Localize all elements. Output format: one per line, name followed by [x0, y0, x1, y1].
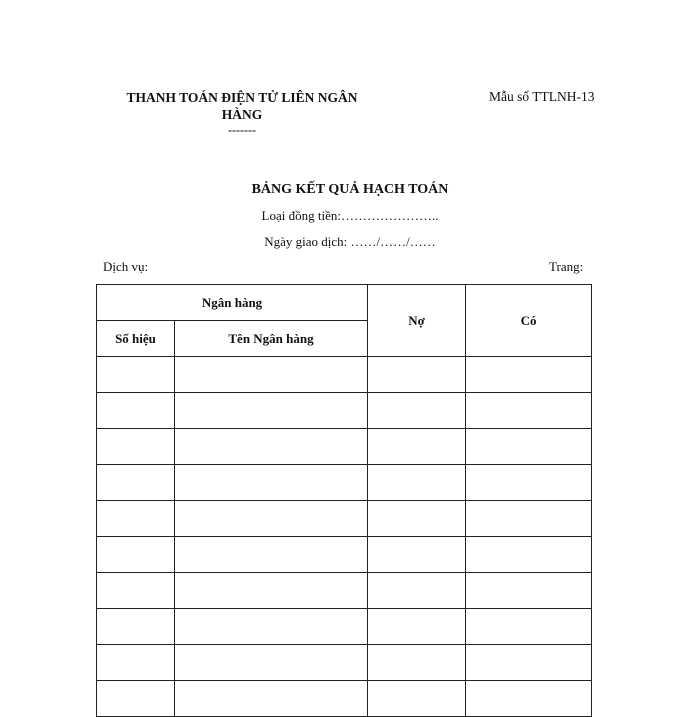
debit-cell — [368, 429, 466, 465]
debit-cell — [368, 357, 466, 393]
table-row — [97, 429, 592, 465]
bank-name-cell — [175, 465, 368, 501]
organization-title-line1: THANH TOÁN ĐIỆN TỬ LIÊN NGÂN — [126, 90, 358, 105]
bank-name-column-header: Tên Ngân hàng — [175, 321, 368, 357]
title-separator: ------- — [228, 123, 256, 137]
bank-name-cell — [175, 537, 368, 573]
credit-cell — [466, 357, 592, 393]
accounting-results-table — [96, 284, 592, 717]
credit-cell — [466, 645, 592, 681]
debit-cell — [368, 537, 466, 573]
table-row — [97, 357, 592, 393]
organization-title — [112, 89, 372, 136]
form-code: Mẫu số TTLNH-13 — [489, 89, 595, 104]
service-label: Dịch vụ: — [103, 259, 149, 274]
bank-name-cell — [175, 429, 368, 465]
table-row — [97, 393, 592, 429]
page-number-label: Trang: — [549, 259, 584, 274]
credit-column-header: Có — [466, 285, 592, 357]
bank-name-cell — [175, 645, 368, 681]
bank-code-cell — [97, 393, 175, 429]
debit-cell — [368, 681, 466, 717]
credit-cell — [466, 429, 592, 465]
table-body — [97, 357, 592, 717]
table-row — [97, 465, 592, 501]
credit-cell — [466, 501, 592, 537]
bank-name-cell — [175, 609, 368, 645]
organization-title-line2: HÀNG — [221, 107, 263, 122]
bank-code-column-header: Số hiệu — [97, 321, 175, 357]
credit-cell — [466, 393, 592, 429]
bank-name-cell — [175, 357, 368, 393]
transaction-date-line: Ngày giao dịch: ……/……/…… — [264, 234, 436, 249]
document-title: BẢNG KẾT QUẢ HẠCH TOÁN — [251, 182, 449, 197]
table-row — [97, 681, 592, 717]
debit-cell — [368, 573, 466, 609]
credit-cell — [466, 465, 592, 501]
currency-type-line: Loại đồng tiền:………………….. — [261, 208, 439, 223]
bank-code-cell — [97, 501, 175, 537]
debit-cell — [368, 645, 466, 681]
debit-cell — [368, 465, 466, 501]
credit-cell — [466, 609, 592, 645]
bank-code-cell — [97, 645, 175, 681]
table-row — [97, 609, 592, 645]
table-row — [97, 573, 592, 609]
debit-cell — [368, 609, 466, 645]
credit-cell — [466, 681, 592, 717]
table-row — [97, 645, 592, 681]
table-row — [97, 537, 592, 573]
bank-code-cell — [97, 573, 175, 609]
bank-name-cell — [175, 681, 368, 717]
bank-code-cell — [97, 609, 175, 645]
bank-code-cell — [97, 429, 175, 465]
credit-cell — [466, 537, 592, 573]
bank-name-cell — [175, 573, 368, 609]
debit-column-header: Nợ — [368, 285, 466, 357]
bank-name-cell — [175, 393, 368, 429]
bank-name-cell — [175, 501, 368, 537]
bank-code-cell — [97, 357, 175, 393]
table-row — [97, 501, 592, 537]
bank-group-header: Ngân hàng — [97, 285, 368, 321]
debit-cell — [368, 501, 466, 537]
bank-code-cell — [97, 465, 175, 501]
bank-code-cell — [97, 681, 175, 717]
credit-cell — [466, 573, 592, 609]
bank-code-cell — [97, 537, 175, 573]
debit-cell — [368, 393, 466, 429]
